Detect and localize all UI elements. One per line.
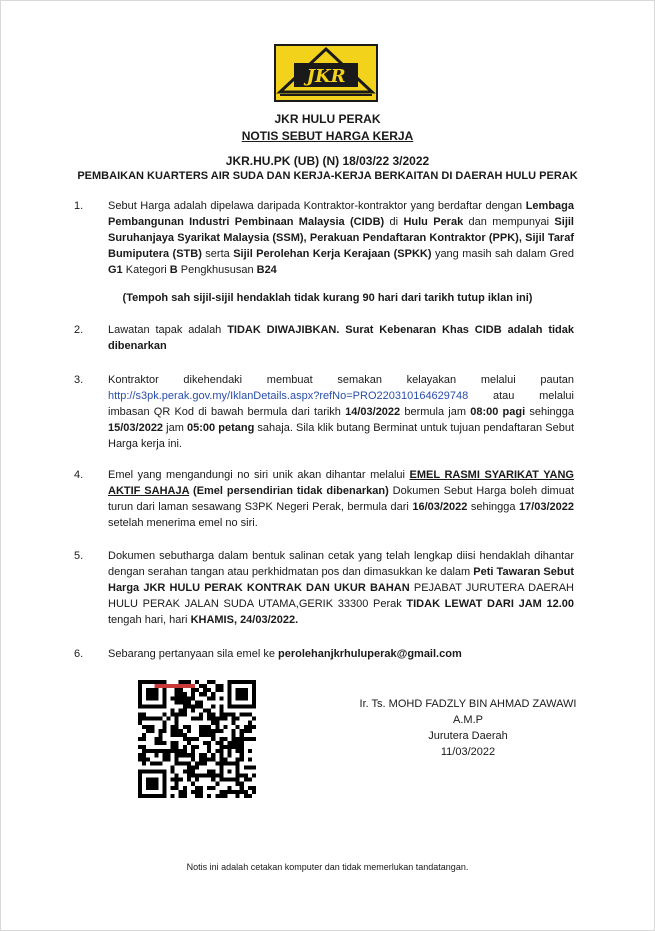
- item-number: 5.: [74, 550, 84, 562]
- org-name: JKR HULU PERAK: [274, 112, 381, 126]
- footer-note: Notis ini adalah cetakan komputer dan tidak memerlukan tandatangan.: [186, 862, 469, 872]
- item-number: 1.: [74, 200, 84, 212]
- signatory-position: Jurutera Daerah: [428, 730, 508, 742]
- validity-note: (Tempoh sah sijil-sijil hendaklah tidak kurang 90 hari dari tarikh tutup iklan ini): [122, 292, 533, 304]
- signatory-name: Ir. Ts. MOHD FADZLY BIN AHMAD ZAWAWI: [359, 698, 577, 710]
- list-item-4: [74, 467, 574, 531]
- item-text: Kontraktor dikehendaki membuat semakan kelayakan melalui pautan http://s3pk.perak.gov.my/IklanDetails.aspx?refNo=PRO220310164629748 atau melalui imbasan QR Kod di bawah bermula dari tarikh 14/03/2022 bermula jam 08:00 pagi sehingga 15/03/2022 jam 05:00 petang sahaja. Sila klik butang Berminat untuk tujuan pendaftaran Sebut Harga kerja ini.: [108, 374, 575, 450]
- item-text: Dokumen sebutharga dalam bentuk salinan cetak yang telah lengkap diisi hendaklah dihantar dengan serahan tangan atau perkhidmatan pos dan dimasukkan ke dalam Peti Tawaran Sebut Harga JKR HULU PERAK KONTRAK DAN UKUR BAHAN PEJABAT JURUTERA DAERAH HULU PERAK JALAN SUDA UTAMA,GERIK 33300 Perak TIDAK LEWAT DARI JAM 12.00 tengah hari, hari KHAMIS, 24/03/2022.: [108, 550, 574, 626]
- reference-number: JKR.HU.PK (UB) (N) 18/03/22 3/2022: [225, 154, 430, 168]
- item-text: Emel yang mengandungi no siri unik akan dihantar melalui EMEL RASMI SYARIKAT YANG AKTIF SAHAJA (Emel persendirian tidak dibenarkan) Dokumen Sebut Harga boleh dimuat turun dari laman sesawang S3PK Negeri Perak, bermula dari 16/03/2022 sehingga 17/03/2022 setelah menerima emel no siri.: [108, 469, 574, 529]
- item-number: 4.: [74, 469, 84, 481]
- list-item-3: [74, 372, 574, 452]
- notice-title: NOTIS SEBUT HARGA KERJA: [241, 129, 414, 143]
- s3pk-link[interactable]: http://s3pk.perak.gov.my/IklanDetails.aspx?refNo=PRO220310164629748: [108, 390, 469, 402]
- signature-date: 11/03/2022: [440, 746, 496, 758]
- item-text: Lawatan tapak adalah TIDAK DIWAJIBKAN. Surat Kebenaran Khas CIDB adalah tidak dibenarkan: [108, 324, 574, 352]
- item-text: Sebarang pertanyaan sila emel ke perolehanjkrhuluperak@gmail.com: [108, 648, 462, 660]
- project-title: PEMBAIKAN KUARTERS AIR SUDA DAN KERJA-KERJA BERKAITAN DI DAERAH HULU PERAK: [77, 170, 578, 182]
- list-item-1: [74, 198, 574, 278]
- item-number: 6.: [74, 648, 84, 660]
- qr-code-icon[interactable]: [138, 680, 256, 798]
- list-item-6: [74, 646, 574, 662]
- list-item-5: [74, 548, 574, 628]
- item-number: 2.: [74, 324, 84, 336]
- item-text: Sebut Harga adalah dipelawa daripada Kontraktor-kontraktor yang berdaftar dengan Lembaga Pembangunan Industri Pembinaan Malaysia (CIDB) di Hulu Perak dan mempunyai Sijil Suruhanjaya Syarikat Malaysia (SSM), Perakuan Pendaftaran Kontraktor (PPK), Sijil Taraf Bumiputera (STB) serta Sijil Perolehan Kerja Kerajaan (SPKK) yang masih sah dalam Gred G1 Kategori B Pengkhususan B24: [108, 200, 574, 276]
- svg-text:JKR: JKR: [306, 66, 346, 87]
- item-number: 3.: [74, 374, 84, 386]
- jkr-logo: [274, 44, 378, 102]
- signatory-honorific: A.M.P: [453, 714, 483, 726]
- inquiry-email[interactable]: perolehanjkrhuluperak@gmail.com: [278, 648, 462, 660]
- list-item-2: [74, 322, 574, 354]
- signature-block: [318, 696, 618, 760]
